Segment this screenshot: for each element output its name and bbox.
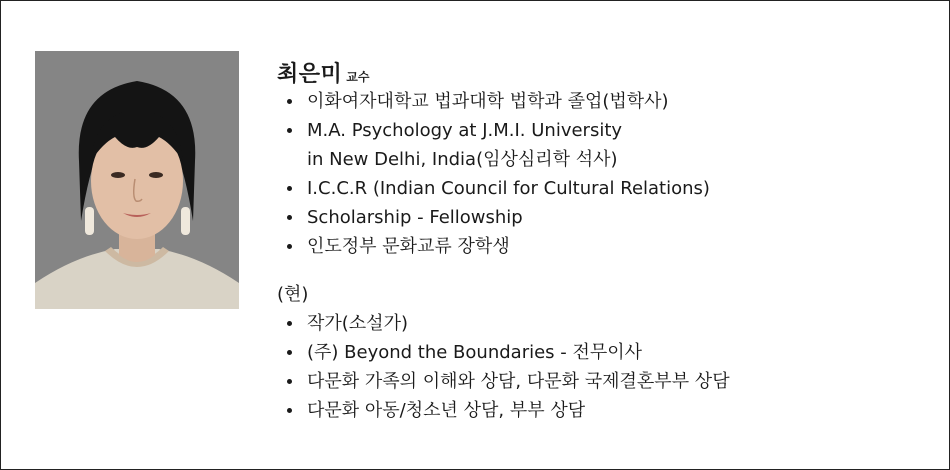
name-row	[277, 57, 937, 87]
bullet-icon	[287, 186, 292, 191]
profile-name: 최은미	[277, 62, 343, 87]
bullet-icon	[287, 99, 292, 104]
list-item	[277, 87, 937, 116]
profile-photo	[35, 51, 239, 309]
list-item	[277, 338, 937, 367]
list-item	[277, 203, 937, 232]
list-item	[277, 367, 937, 396]
education-list	[277, 87, 937, 261]
list-item-text: M.A. Psychology at J.M.I. University	[307, 120, 623, 141]
list-item-text: (주) Beyond the Boundaries - 전무이사	[307, 342, 643, 363]
profile-info	[277, 57, 937, 261]
bullet-icon	[287, 321, 292, 326]
bullet-icon	[287, 408, 292, 413]
portrait-illustration	[35, 51, 239, 309]
current-list	[277, 309, 937, 425]
bullet-icon	[287, 244, 292, 249]
bullet-icon	[287, 128, 292, 133]
list-item	[277, 174, 937, 203]
list-item-text: 다문화 가족의 이해와 상담, 다문화 국제결혼부부 상담	[307, 371, 730, 392]
list-item-text: 작가(소설가)	[307, 313, 408, 334]
bullet-icon	[287, 215, 292, 220]
bullet-icon	[287, 350, 292, 355]
list-item-text: 이화여자대학교 법과대학 법학과 졸업(법학사)	[307, 91, 669, 112]
current-section-label: (현)	[277, 284, 309, 305]
list-item-continuation: in New Delhi, India(임상심리학 석사)	[307, 149, 618, 170]
bullet-icon	[287, 379, 292, 384]
list-item	[277, 232, 937, 261]
list-item	[277, 309, 937, 338]
list-item	[277, 116, 937, 174]
list-item-text: 다문화 아동/청소년 상담, 부부 상담	[307, 400, 586, 421]
list-item	[277, 396, 937, 425]
list-item-text: 인도정부 문화교류 장학생	[307, 236, 510, 257]
profile-title: 교수	[346, 70, 370, 84]
list-item-text: Scholarship - Fellowship	[307, 207, 523, 228]
list-item-text: I.C.C.R (Indian Council for Cultural Relations)	[307, 178, 710, 199]
